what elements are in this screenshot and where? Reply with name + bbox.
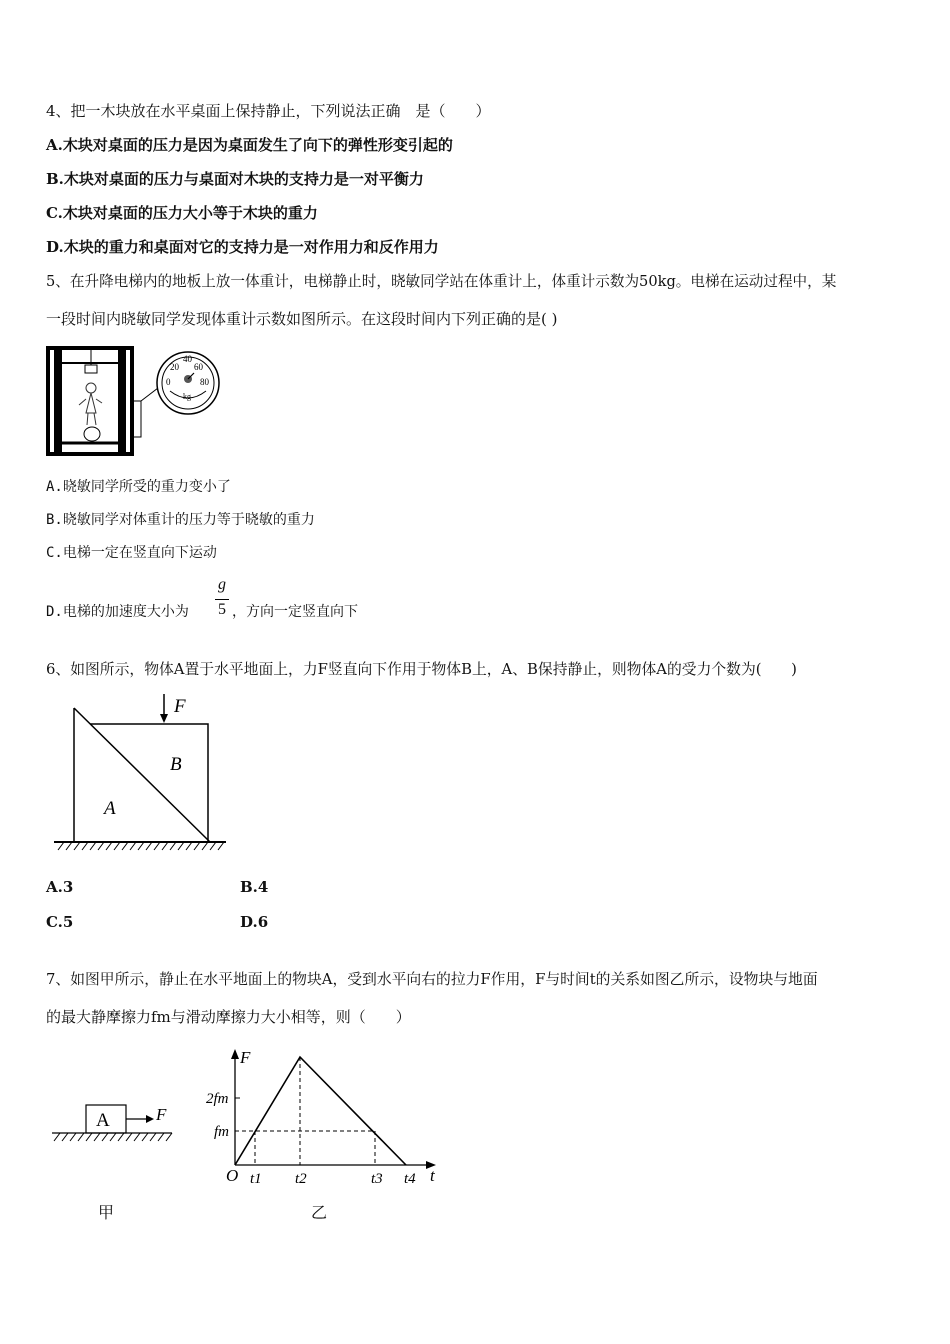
q7-stem-line2: 的最大静摩擦力fm与滑动摩擦力大小相等，则（ ） <box>46 1008 411 1026</box>
ground-hatch-jia <box>54 1133 172 1141</box>
yi-tick-t2: t2 <box>295 1171 307 1187</box>
yi-tick-2fm: 2fm <box>206 1091 229 1107</box>
blocks-figure <box>50 690 230 850</box>
q6-option-c: C.5 <box>46 913 74 931</box>
q5-option-d-frac-bar <box>215 599 229 600</box>
block-label-b: B <box>170 754 182 775</box>
q6-option-d: D.6 <box>240 913 269 931</box>
q7-stem-line1: 7、如图甲所示，静止在水平地面上的物块A，受到水平向右的拉力F作用，F与时间t的关系如图乙所示，设物块与地面 <box>46 971 818 988</box>
force-curve <box>235 1057 406 1165</box>
q4-option-b: B.木块对桌面的压力与桌面对木块的支持力是一对平衡力 <box>46 170 424 188</box>
jia-block-label: A <box>96 1110 110 1131</box>
q5-option-d-prefix: D.电梯的加速度大小为 <box>46 604 189 620</box>
scale-unit: kg <box>183 392 191 401</box>
q5-option-a: A.晓敏同学所受的重力变小了 <box>46 479 231 495</box>
girl-figure <box>79 383 102 425</box>
figure-jia <box>50 1102 180 1152</box>
q5-option-b: B.晓敏同学对体重计的压力等于晓敏的重力 <box>46 512 315 528</box>
q5-stem-line1: 5、在升降电梯内的地板上放一体重计，电梯静止时，晓敏同学站在体重计上，体重计示数为50kg。电梯在运动过程中，某 <box>46 273 837 290</box>
q6-stem: 6、如图所示，物体A置于水平地面上，力F竖直向下作用于物体B上，A、B保持静止，则物体A的受力个数为( ) <box>46 661 797 678</box>
q5-option-d-frac-num: g <box>218 576 226 593</box>
q6-option-a: A.3 <box>46 878 74 896</box>
jia-force-label: F <box>156 1105 167 1124</box>
q5-option-d-suffix: ，方向一定竖直向下 <box>232 604 358 620</box>
scale-label-20: 20 <box>170 362 179 372</box>
yi-y-axis-label: F <box>240 1048 251 1067</box>
q4-option-a: A.木块对桌面的压力是因为桌面发生了向下的弹性形变引起的 <box>46 136 453 154</box>
q4-option-d: D.木块的重力和桌面对它的支持力是一对作用力和反作用力 <box>46 238 439 256</box>
yi-tick-t3: t3 <box>371 1171 383 1187</box>
q6-option-b: B.4 <box>240 878 269 896</box>
caption-yi: 乙 <box>311 1203 328 1222</box>
q5-option-d-frac-den: 5 <box>218 601 226 618</box>
scale-label-60: 60 <box>194 362 203 372</box>
q4-option-c: C.木块对桌面的压力大小等于木块的重力 <box>46 204 318 222</box>
caption-jia: 甲 <box>98 1203 115 1222</box>
elevator-figure <box>46 343 226 458</box>
block-label-a: A <box>104 798 116 819</box>
yi-tick-fm: fm <box>214 1124 229 1140</box>
ground-hatch <box>58 842 224 850</box>
figure-yi-graph <box>200 1045 440 1195</box>
q4-stem: 4、把一木块放在水平桌面上保持静止，下列说法正确 是（ ） <box>46 102 491 120</box>
q5-option-c: C.电梯一定在竖直向下运动 <box>46 545 217 561</box>
yi-origin-label: O <box>226 1166 239 1185</box>
yi-tick-t4: t4 <box>404 1171 416 1187</box>
scale-label-0: 0 <box>166 377 171 387</box>
scale-label-80: 80 <box>200 377 209 387</box>
force-label-f: F <box>174 696 186 717</box>
scale-label-40: 40 <box>183 354 192 364</box>
yi-x-axis-label: t <box>430 1166 435 1185</box>
yi-tick-t1: t1 <box>250 1171 262 1187</box>
q5-stem-line2: 一段时间内晓敏同学发现体重计示数如图所示。在这段时间内下列正确的是( ) <box>46 310 558 328</box>
